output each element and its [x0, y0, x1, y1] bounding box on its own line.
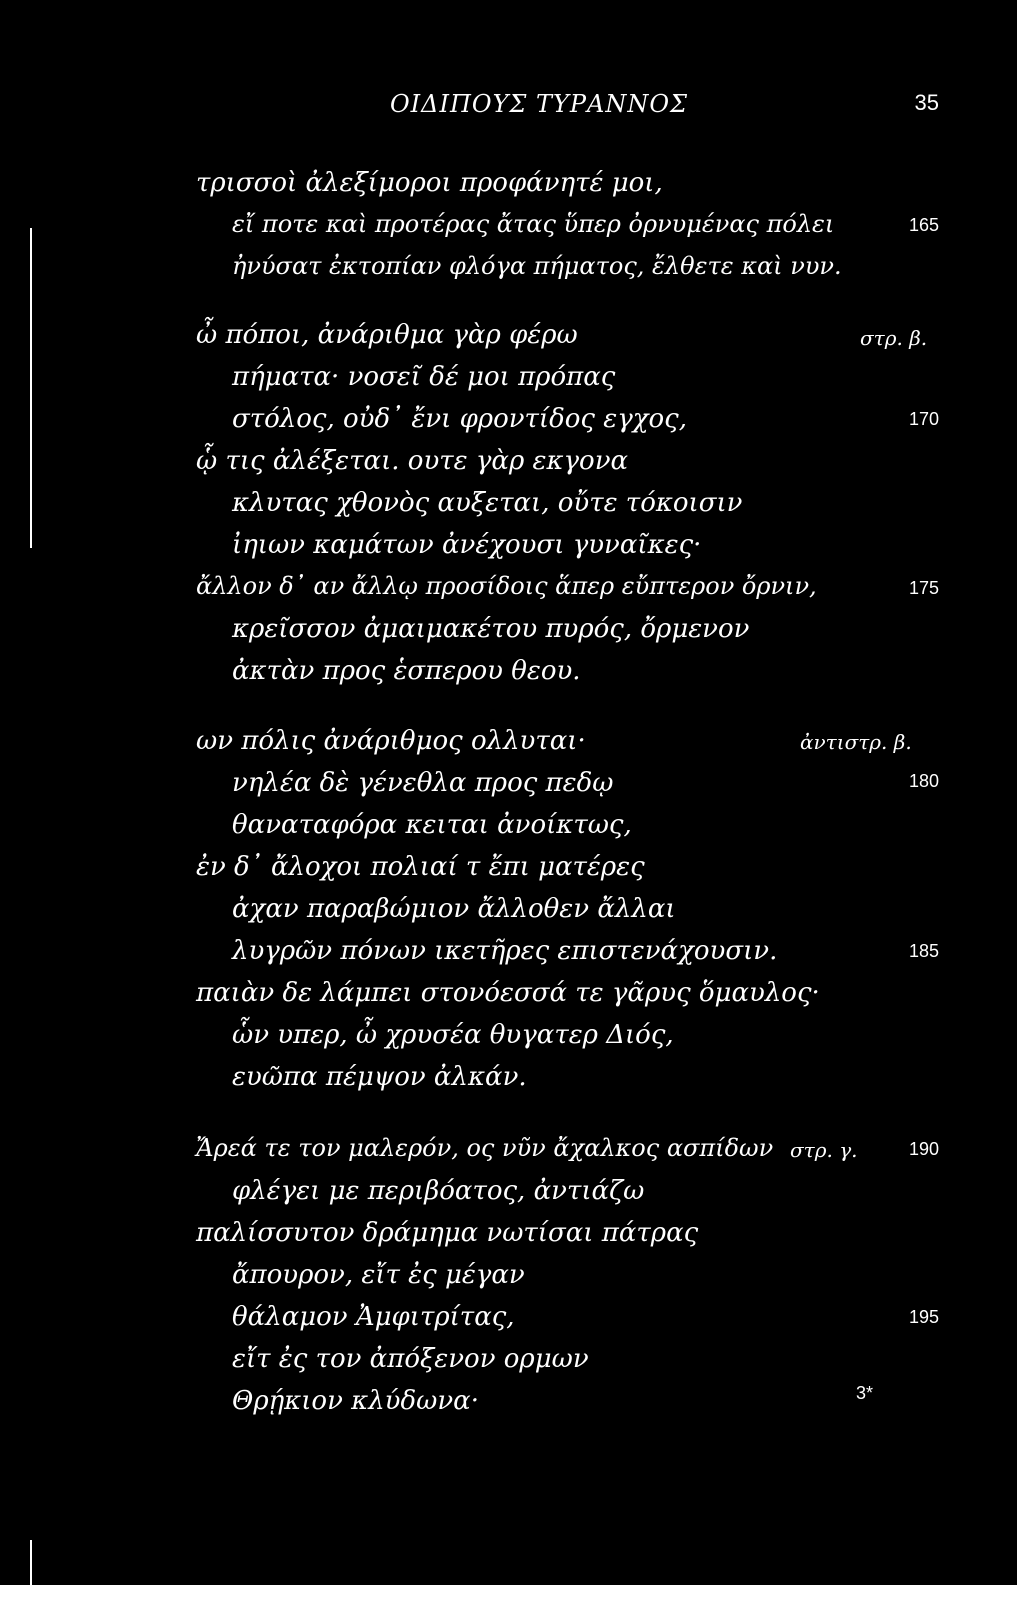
- verse-line: λυγρῶν πόνων ικετῆρες επιστενάχουσιν.: [232, 936, 778, 966]
- verse-line: ἀκτὰν προς ἑσπερου θεου.: [232, 656, 581, 686]
- verse-line: Ἄρεά τε τον μαλερόν, ος νῦν ἄχαλκος ασπίδων: [196, 1134, 774, 1162]
- verse-line: παλίσσυτον δράμημα νωτίσαι πάτρας: [196, 1218, 699, 1248]
- verse-line: θαναταφόρα κειται ἀνοίκτως,: [232, 810, 632, 840]
- left-margin-rule: [30, 1540, 32, 1585]
- verse-line: ᾧ τις ἀλέξεται. ουτε γὰρ εκγονα: [196, 446, 629, 476]
- verse-line: ἠνύσατ ἐκτοπίαν φλόγα πήματος, ἔλθετε καὶ νυν.: [232, 252, 842, 280]
- line-number: 185: [908, 941, 939, 961]
- verse-line: ἐν δ᾽ ἄλοχοι πολιαί τ ἔπι ματέρες: [196, 852, 645, 882]
- page-number: 35: [914, 90, 939, 115]
- verse-line: ὧν υπερ, ὦ χρυσέα θυγατερ Διός,: [232, 1020, 674, 1050]
- verse-line: ων πόλις ἀνάριθμος ολλυται·: [196, 726, 586, 756]
- verse-line: κλυτας χθονὸς αυξεται, οὔτε τόκοισιν: [232, 488, 743, 518]
- line-number: 180: [908, 771, 939, 791]
- verse-line: στόλος, οὐδ᾽ ἔνι φροντίδος εγχος,: [232, 404, 687, 434]
- strophe-label: ἀντιστρ. β.: [800, 730, 912, 754]
- line-number: 175: [908, 578, 939, 598]
- left-margin-rule: [30, 228, 32, 548]
- verse-line: εἴτ ἐς τον ἀπόξενον ορμων: [232, 1344, 589, 1374]
- strophe-label: στρ. γ.: [790, 1138, 858, 1162]
- verse-line: πήματα· νοσεῖ δέ μοι πρόπας: [232, 362, 616, 392]
- verse-line: ἰηιων καμάτων ἀνέχουσι γυναῖκες·: [232, 530, 702, 560]
- verse-line: τρισσοὶ ἀλεξίμοροι προφάνητέ μοι,: [196, 168, 663, 198]
- line-number: 195: [908, 1307, 939, 1327]
- signature-mark: 3*: [856, 1383, 874, 1403]
- strophe-label: στρ. β.: [860, 326, 928, 350]
- verse-line: ὦ πόποι, ἀνάριθμα γὰρ φέρω: [196, 320, 578, 350]
- verse-line: ἄλλον δ᾽ αν ἄλλῳ προσίδοις ἅπερ εὔπτερον ὄρνιν,: [196, 572, 817, 600]
- verse-line: ἀχαν παραβώμιον ἄλλοθεν ἄλλαι: [232, 894, 676, 924]
- verse-line: φλέγει με περιβόατος, ἀντιάζω: [232, 1176, 645, 1206]
- verse-line: θάλαμον Ἀμφιτρίτας,: [232, 1302, 515, 1332]
- verse-line: εἴ ποτε καὶ προτέρας ἄτας ὕπερ ὀρνυμένας πόλει: [232, 210, 835, 238]
- running-title: ΟΙΔΙΠΟΥΣ ΤΥΡΑΝΝΟΣ: [390, 90, 688, 118]
- verse-line: ευῶπα πέμψον ἀλκάν.: [232, 1062, 527, 1092]
- verse-line: ἄπουρον, εἴτ ἐς μέγαν: [232, 1260, 525, 1290]
- line-number: 170: [908, 409, 939, 429]
- line-number: 190: [908, 1139, 939, 1159]
- verse-line: παιὰν δε λάμπει στονόεσσά τε γᾶρυς ὅμαυλος·: [196, 978, 820, 1008]
- verse-line: Θρῄκιον κλύδωνα·: [232, 1386, 479, 1416]
- verse-line: κρεῖσσον ἀμαιμακέτου πυρός, ὄρμενον: [232, 614, 750, 644]
- verse-line: νηλέα δὲ γένεθλα προς πεδῳ: [232, 768, 614, 798]
- line-number: 165: [908, 215, 939, 235]
